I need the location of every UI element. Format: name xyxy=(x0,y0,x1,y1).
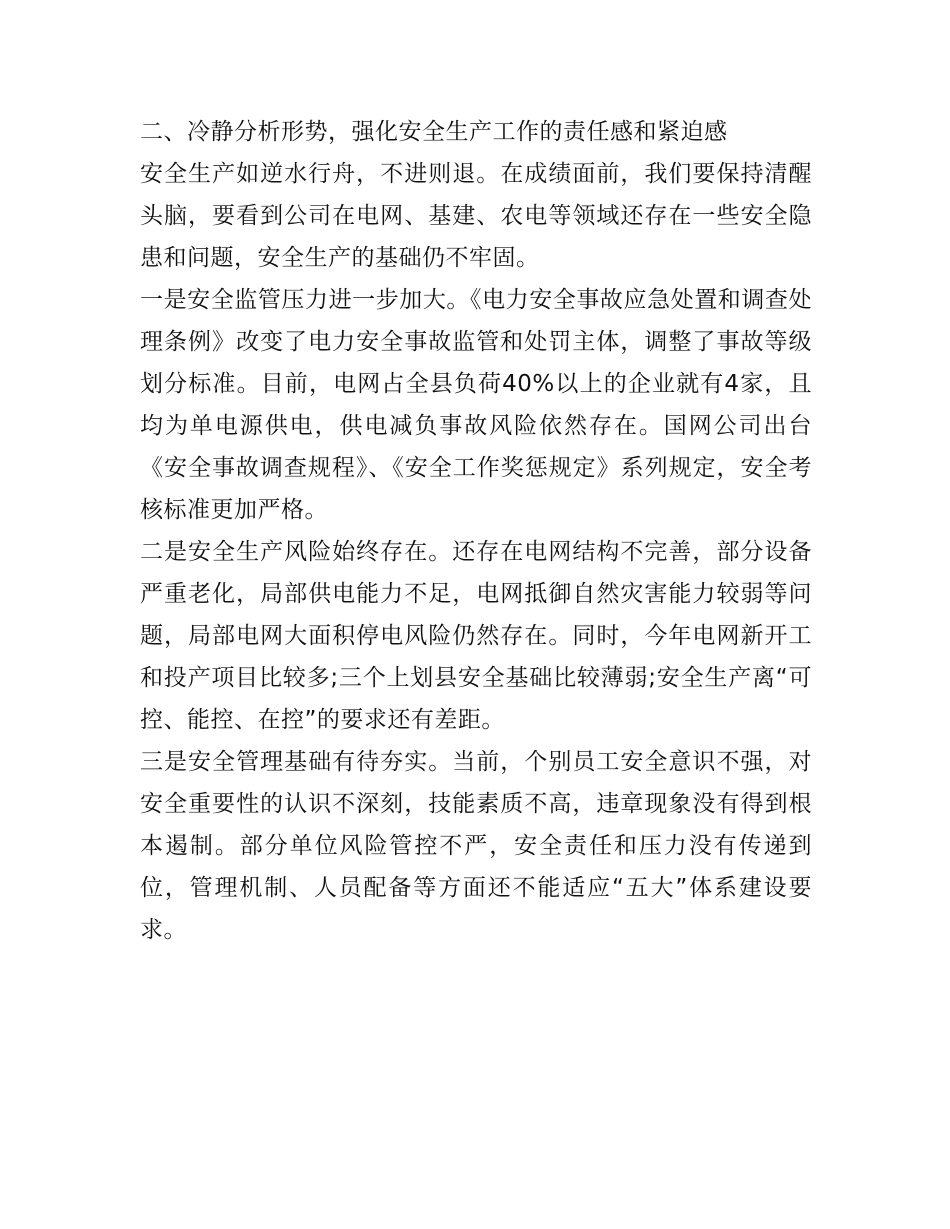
section-heading: 二、冷静分析形势，强化安全生产工作的责任感和紧迫感 xyxy=(140,119,728,145)
paragraph-supervision-pressure: 一是安全监管压力进一步加大。《电力安全事故应急处置和调查处理条例》改变了电力安全事故监管和处罚主体，调整了事故等级划分标准。目前，电网占全县负荷40%以上的企业就有4家，且均为单电源供电，供电减负事故风险依然存在。国网公司出台《安全事故调查规程》、《安全工作奖惩规定》系列规定，安全考核标准更加严格。 xyxy=(140,287,812,523)
paragraph-production-risk: 二是安全生产风险始终存在。还存在电网结构不完善，部分设备严重老化，局部供电能力不足，电网抵御自然灾害能力较弱等问题，局部电网大面积停电风险仍然存在。同时，今年电网新开工和投产项目比较多;三个上划县安全基础比较薄弱;安全生产离“可控、能控、在控”的要求还有差距。 xyxy=(140,539,812,733)
document-body xyxy=(140,111,812,951)
paragraph-intro: 安全生产如逆水行舟，不进则退。在成绩面前，我们要保持清醒头脑，要看到公司在电网、基建、农电等领域还存在一些安全隐患和问题，安全生产的基础仍不牢固。 xyxy=(140,161,812,271)
paragraph-management-foundation: 三是安全管理基础有待夯实。当前，个别员工安全意识不强，对安全重要性的认识不深刻，技能素质不高，违章现象没有得到根本遏制。部分单位风险管控不严，安全责任和压力没有传递到位，管理机制、人员配备等方面还不能适应“五大”体系建设要求。 xyxy=(140,749,812,943)
